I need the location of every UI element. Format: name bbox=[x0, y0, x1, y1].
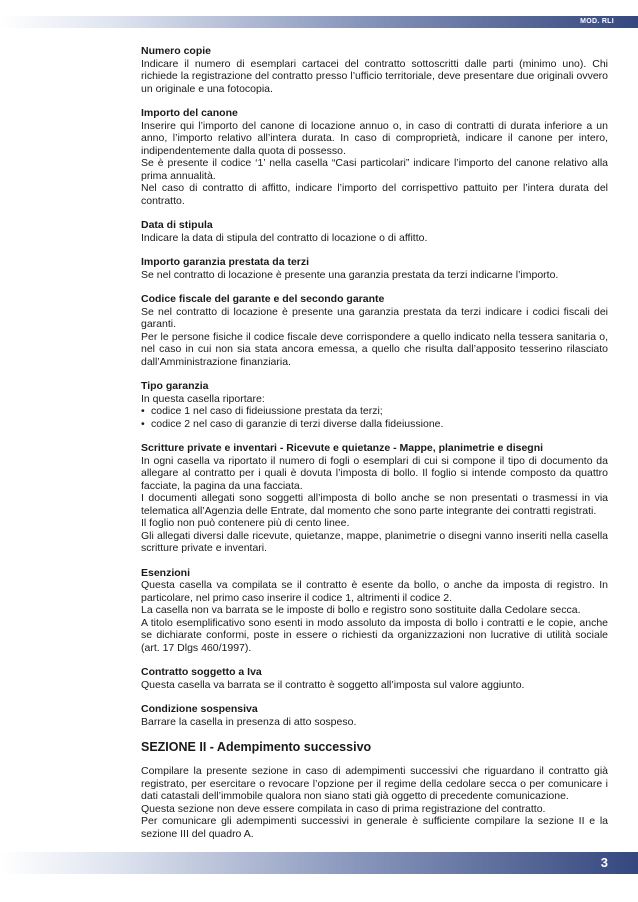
bullet-list bbox=[141, 405, 608, 430]
section-body bbox=[141, 765, 608, 840]
block-paragraph: I documenti allegati sono soggetti all’imposta di bollo anche se non presentati o trasmessi in via telematica all’Agenzia delle Entrate, dal momento che sono parte integrante dei contratti registrati. bbox=[141, 492, 608, 517]
block-esenzioni bbox=[141, 567, 608, 655]
section-paragraph: Per comunicare gli adempimenti successivi in generale è sufficiente compilare la sezione II e la sezione III del quadro A. bbox=[141, 815, 608, 840]
bullet-icon: • bbox=[141, 405, 145, 417]
block-heading: Esenzioni bbox=[141, 566, 191, 579]
block-paragraph: Indicare il numero di esemplari cartacei del contratto sottoscritti dalle parti (minimo uno). Chi richiede la registrazione del contratto presso l’ufficio territoriale, deve presentare due originali ovvero un originale e una fotocopia. bbox=[141, 57, 608, 95]
block-heading: Data di stipula bbox=[141, 219, 213, 231]
block-heading: Condizione sospensiva bbox=[141, 703, 258, 715]
block-paragraph: Barrare la casella in presenza di atto sospeso. bbox=[141, 715, 357, 728]
section-title: SEZIONE II - Adempimento successivo bbox=[141, 740, 372, 754]
block-heading: Importo del canone bbox=[141, 107, 238, 119]
section-paragraph: Compilare la presente sezione in caso di adempimenti successivi che riguardano il contratto già registrato, per esercitare o revocare l’opzione per il regime della cedolare secca o per comunicare i dati catastali dell’immobile qualora non siano stati già oggetto di precedente comunicazione. bbox=[141, 765, 608, 802]
block-paragraph: Nel caso di contratto di affitto, indicare l’importo del corrispettivo pattuito per l’intera durata del contratto. bbox=[141, 182, 608, 207]
block-paragraph: Se nel contratto di locazione è presente una garanzia prestata da terzi indicare i codici fiscali dei garanti. bbox=[141, 305, 608, 330]
list-item-text: codice 2 nel caso di garanzie di terzi diverse dalla fideiussione. bbox=[151, 417, 444, 430]
instructions-body bbox=[141, 45, 608, 852]
block-paragraph: Il foglio non può contenere più di cento linee. bbox=[141, 517, 350, 529]
block-paragraph: Inserire qui l’importo del canone di locazione annuo o, in caso di contratti di durata inferiore a un anno, l’importo relativo all’intera durata. In caso di comproprietà, indicare il canone per intero, indipendentemente dalla quota di possesso. bbox=[141, 119, 608, 157]
block-paragraph: Indicare la data di stipula del contratto di locazione o di affitto. bbox=[141, 231, 428, 244]
block-paragraph: Per le persone fisiche il codice fiscale deve corrispondere a quello indicato nella tessera sanitaria o, nel caso in cui non sia stata ancora emessa, a quello che risulta dall’apposito tesserino rilasciato dall’Amministrazione finanziaria. bbox=[141, 330, 608, 368]
block-tipo-garanzia bbox=[141, 380, 608, 430]
list-item bbox=[141, 418, 608, 431]
block-paragraph: In ogni casella va riportato il numero di fogli o esemplari di cui si compone il tipo di documento da allegare al contratto per i quali è dovuta l’imposta di bollo. Il foglio si intende composto da quattro facciate, la pagina da una facciata. bbox=[141, 454, 608, 492]
block-codice-fiscale-garante bbox=[141, 293, 608, 368]
block-importo-canone bbox=[141, 107, 608, 207]
block-heading: Numero copie bbox=[141, 45, 212, 57]
block-heading: Scritture private e inventari - Ricevute e quietanze - Mappe, planimetrie e disegni bbox=[141, 442, 544, 454]
list-item bbox=[141, 405, 608, 418]
block-heading: Codice fiscale del garante e del secondo garante bbox=[141, 293, 385, 305]
block-condizione-sospensiva bbox=[141, 703, 608, 728]
header-band bbox=[0, 16, 638, 28]
section-paragraph: Questa sezione non deve essere compilata in caso di prima registrazione del contratto. bbox=[141, 802, 546, 815]
bullet-icon: • bbox=[141, 417, 145, 430]
block-paragraph: Questa casella va barrata se il contratto è soggetto all’imposta sul valore aggiunto. bbox=[141, 678, 525, 691]
block-paragraph: In questa casella riportare: bbox=[141, 392, 265, 405]
block-heading: Tipo garanzia bbox=[141, 380, 209, 392]
block-data-stipula bbox=[141, 219, 608, 244]
block-heading: Contratto soggetto a Iva bbox=[141, 666, 262, 678]
block-contratto-iva bbox=[141, 666, 608, 691]
list-item-text: codice 1 nel caso di fideiussione prestata da terzi; bbox=[151, 405, 383, 417]
block-paragraph: Questa casella va compilata se il contratto è esente da bollo, o anche da imposta di registro. In particolare, nel primo caso inserire il codice 1, altrimenti il codice 2. bbox=[141, 579, 608, 604]
block-importo-garanzia bbox=[141, 256, 608, 281]
block-heading: Importo garanzia prestata da terzi bbox=[141, 256, 310, 268]
block-scritture-private bbox=[141, 442, 608, 555]
page-number: 3 bbox=[600, 855, 608, 870]
block-paragraph: Gli allegati diversi dalle ricevute, quietanze, mappe, planimetrie o disegni vanno inseriti nella casella scritture private e inventari. bbox=[141, 529, 608, 554]
block-numero-copie bbox=[141, 45, 608, 95]
block-paragraph: Se è presente il codice ‘1’ nella casella “Casi particolari” indicare l’importo del canone relativo alla prima annualità. bbox=[141, 157, 608, 182]
block-paragraph: La casella non va barrata se le imposte di bollo e registro sono sostituite dalla Cedolare secca. bbox=[141, 604, 581, 616]
form-code-label: MOD. RLI bbox=[580, 18, 614, 25]
footer-band bbox=[0, 852, 638, 874]
block-paragraph: A titolo esemplificativo sono esenti in modo assoluto da imposta di bollo i contratti e le copie, anche se dichiarate conformi, poste in essere o richiesti da organizzazioni non lucrative di utilità sociale (art. 17 Dlgs 460/1997). bbox=[141, 616, 608, 654]
block-paragraph: Se nel contratto di locazione è presente una garanzia prestata da terzi indicarne l’importo. bbox=[141, 268, 559, 281]
